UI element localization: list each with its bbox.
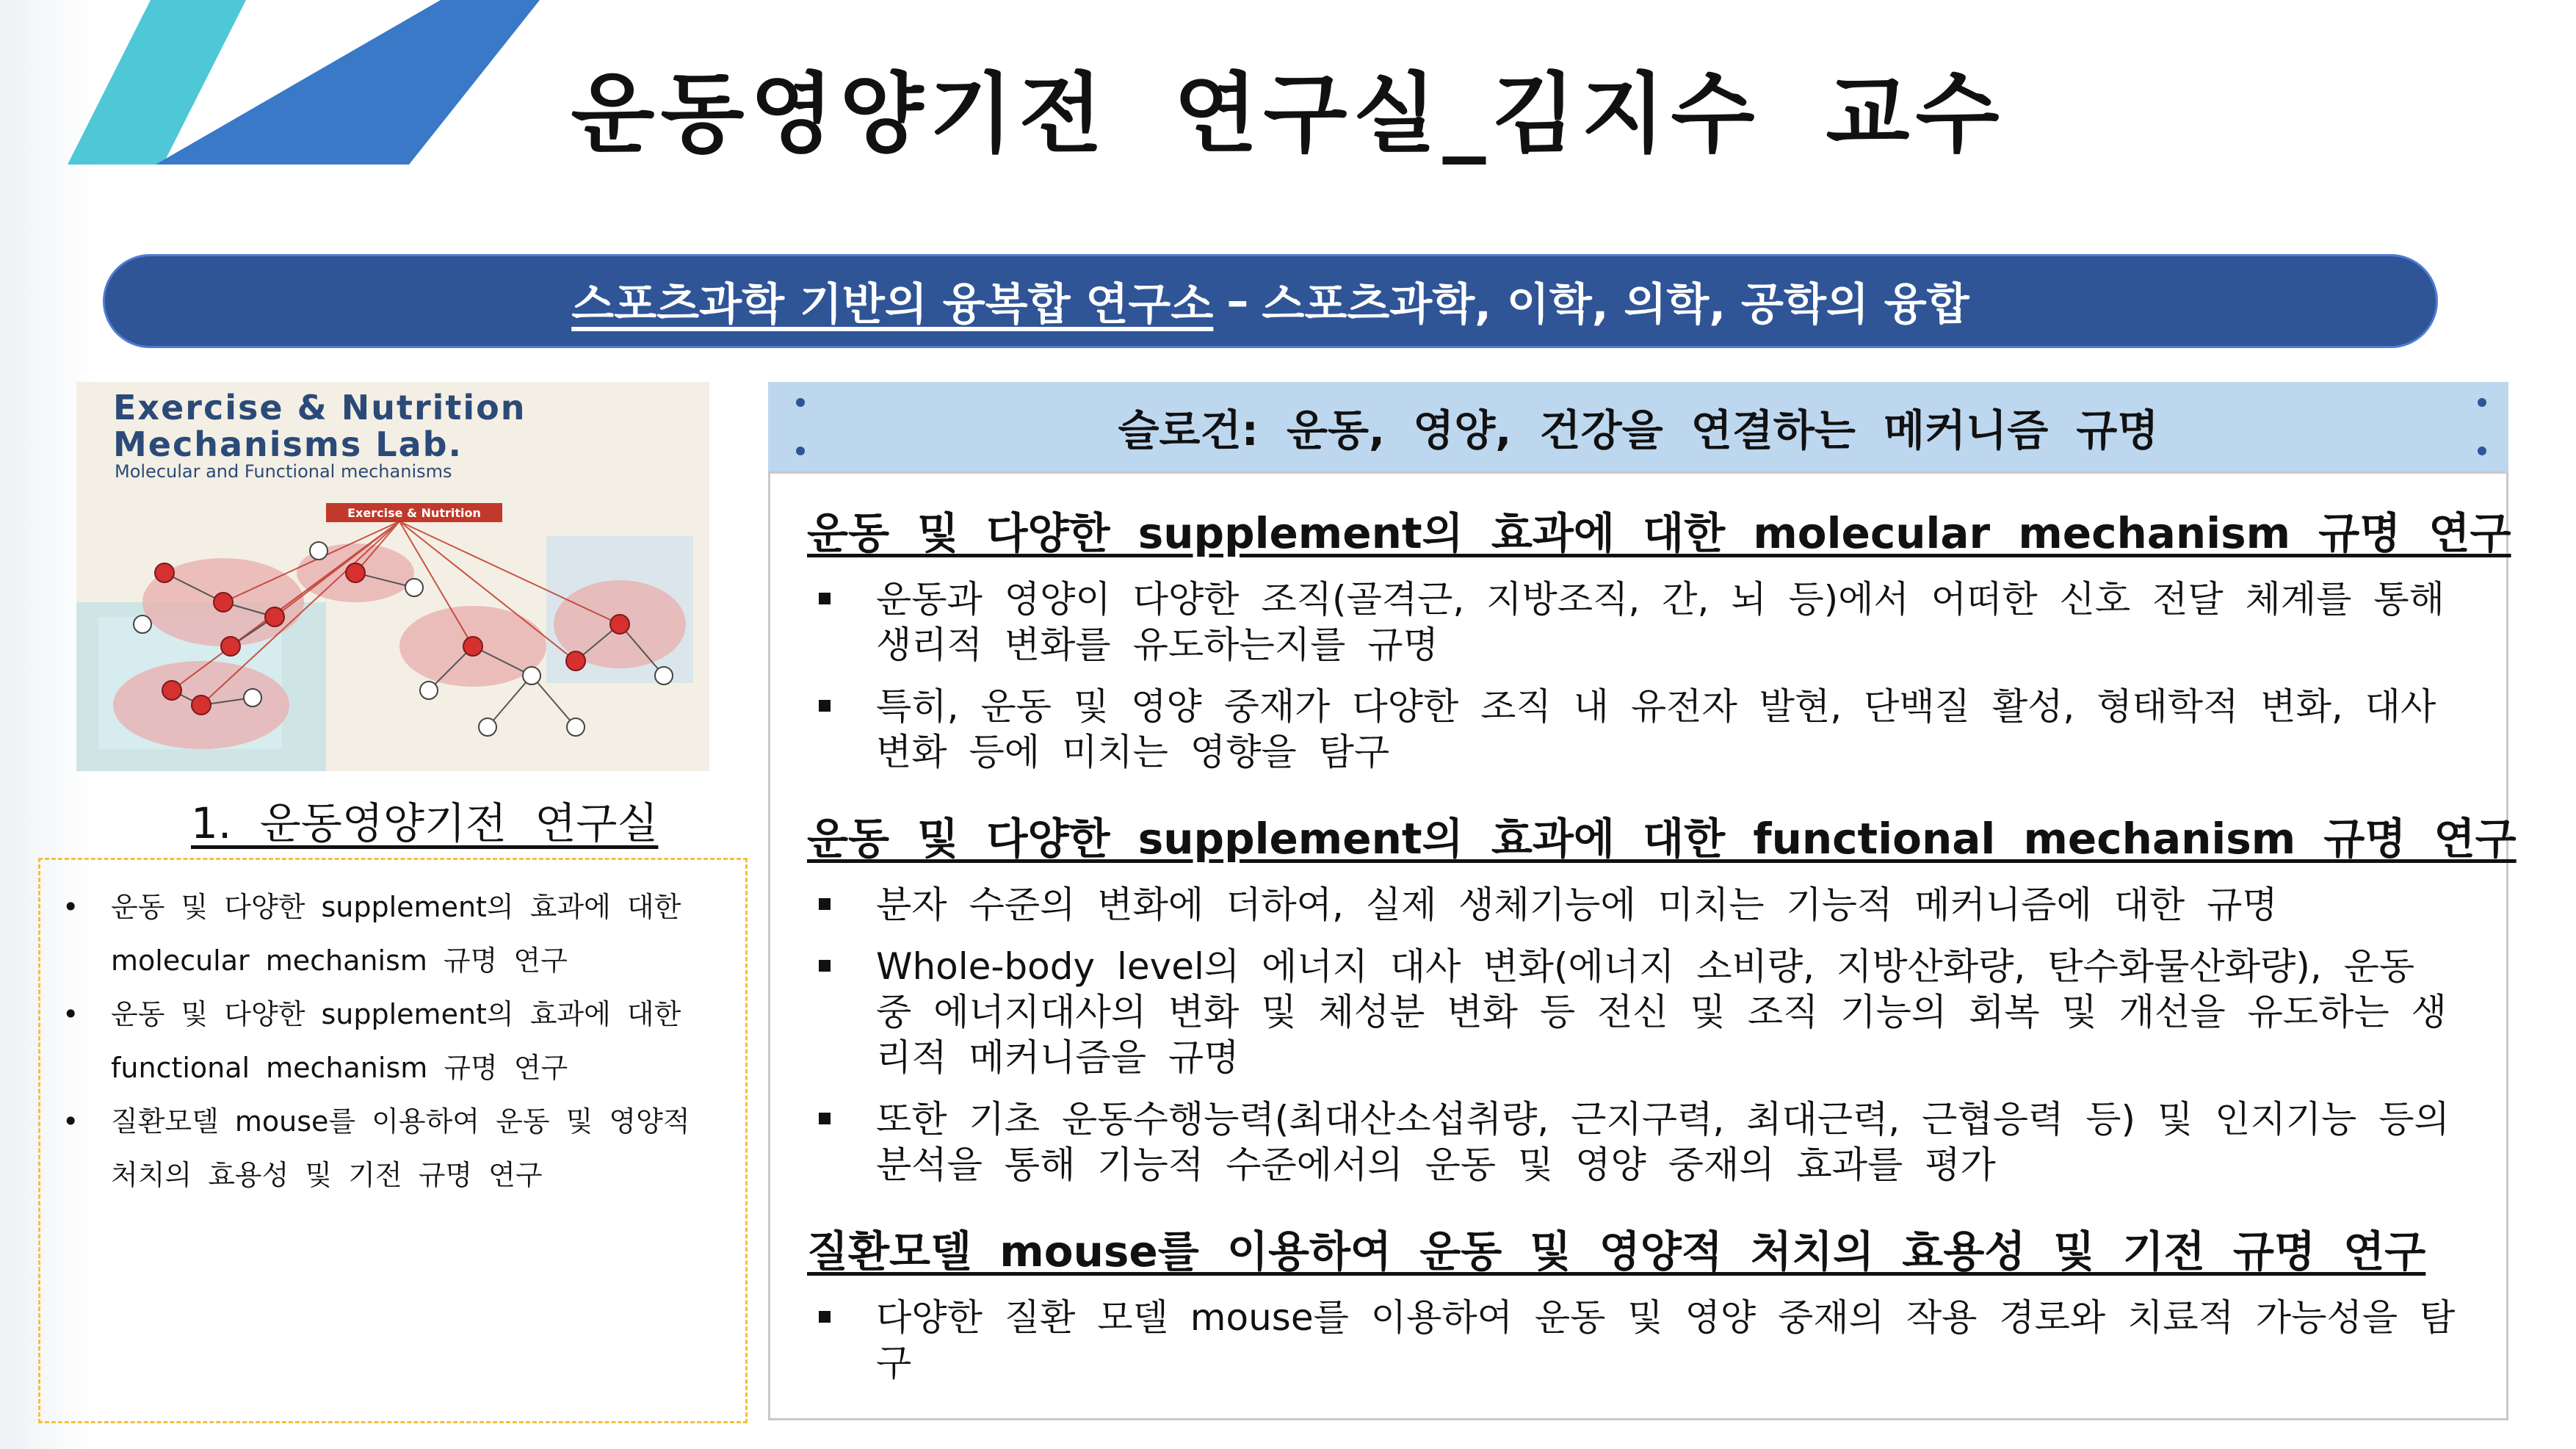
summary-text: 운동 및 다양한 supplement의 효과에 대한 functional mechanism 규명 연구 [111, 998, 681, 1084]
section-bullet [807, 577, 2462, 668]
logo-title [113, 389, 527, 463]
section-title-molecular: 운동 및 다양한 supplement의 효과에 대한 molecular mechanism 규명 연구 [807, 508, 2511, 558]
research-content [768, 471, 2517, 1420]
logo-line2: Mechanisms Lab. [113, 424, 463, 464]
corner-dot [2478, 447, 2486, 455]
corner-dot [2478, 398, 2486, 407]
bullet-dot: • [62, 1105, 79, 1138]
bullet-text: Whole-body level의 에너지 대사 변화(에너지 소비량, 지방산화량, 탄수화물산화량), 운동 중 에너지대사의 변화 및 체성분 변화 등 전신 및 조직 기능의 회복 및 개선을 유도하는 생리적 메커니즘을 규명 [876, 945, 2447, 1079]
square-bullet-icon [819, 1311, 831, 1323]
bullet-text: 또한 기초 운동수행능력(최대산소섭취량, 근지구력, 최대근력, 근협응력 등) 및 인지기능 등의 분석을 통해 기능적 수준에서의 운동 및 영양 중재의 효과를 평가 [876, 1098, 2450, 1186]
page-title: 운동영양기전 연구실_김지수 교수 [571, 63, 2005, 165]
summary-text: 운동 및 다양한 supplement의 효과에 대한 molecular mechanism 규명 연구 [111, 891, 681, 977]
summary-item [58, 881, 728, 988]
slogan-bar [768, 382, 2508, 471]
logo-line1: Exercise & Nutrition [113, 388, 527, 427]
section-bullet [807, 882, 2462, 928]
summary-text: 질환모델 mouse를 이용하여 운동 및 영양적 처치의 효용성 및 기전 규명 연구 [111, 1105, 690, 1191]
lab-banner [103, 254, 2438, 348]
banner-main: 스포츠과학 기반의 융복합 연구소 [571, 279, 1214, 330]
section-bullet [807, 944, 2462, 1080]
square-bullet-icon [819, 1113, 831, 1124]
section-bullet [807, 1295, 2462, 1386]
bullet-text: 운동과 영양이 다양한 조직(골격근, 지방조직, 간, 뇌 등)에서 어떠한 신호 전달 체계를 통해 생리적 변화를 유도하는지를 규명 [876, 578, 2445, 666]
square-bullet-icon [819, 593, 831, 604]
lab-caption: 1. 운동영양기전 연구실 [191, 798, 659, 848]
bullet-text: 분자 수준의 변화에 더하여, 실제 생체기능에 미치는 기능적 메커니즘에 대한 규명 [876, 884, 2278, 926]
banner-separator: – [1226, 275, 1249, 327]
summary-item [58, 1095, 728, 1202]
section-title-functional: 운동 및 다양한 supplement의 효과에 대한 functional mechanism 규명 연구 [807, 814, 2517, 864]
square-bullet-icon [819, 700, 831, 712]
bullet-dot: • [62, 891, 79, 923]
logo-tag: Exercise & Nutrition [347, 506, 481, 520]
lab-logo-image [76, 382, 709, 771]
summary-item [58, 988, 728, 1095]
square-bullet-icon [819, 960, 831, 972]
corner-dot [796, 447, 805, 455]
research-summary-box [38, 858, 748, 1423]
slogan-text: 슬로건: 운동, 영양, 건강을 연결하는 메커니즘 규명 [1118, 405, 2159, 455]
banner-sub: 스포츠과학, 이학, 의학, 공학의 융합 [1262, 279, 1969, 330]
bullet-text: 특히, 운동 및 영양 중재가 다양한 조직 내 유전자 발현, 단백질 활성, 형태학적 변화, 대사 변화 등에 미치는 영향을 탐구 [876, 685, 2436, 773]
logo-subtitle: Molecular and Functional mechanisms [115, 461, 452, 482]
bullet-text: 다양한 질환 모델 mouse를 이용하여 운동 및 영양 중재의 작용 경로와 치료적 가능성을 탐구 [876, 1296, 2456, 1384]
square-bullet-icon [819, 898, 831, 910]
section-bullet [807, 684, 2462, 775]
bullet-dot: • [62, 998, 79, 1030]
corner-dot [796, 398, 805, 407]
section-title-disease-model: 질환모델 mouse를 이용하여 운동 및 영양적 처치의 효용성 및 기전 규명 연구 [807, 1226, 2426, 1276]
section-bullet [807, 1096, 2462, 1188]
